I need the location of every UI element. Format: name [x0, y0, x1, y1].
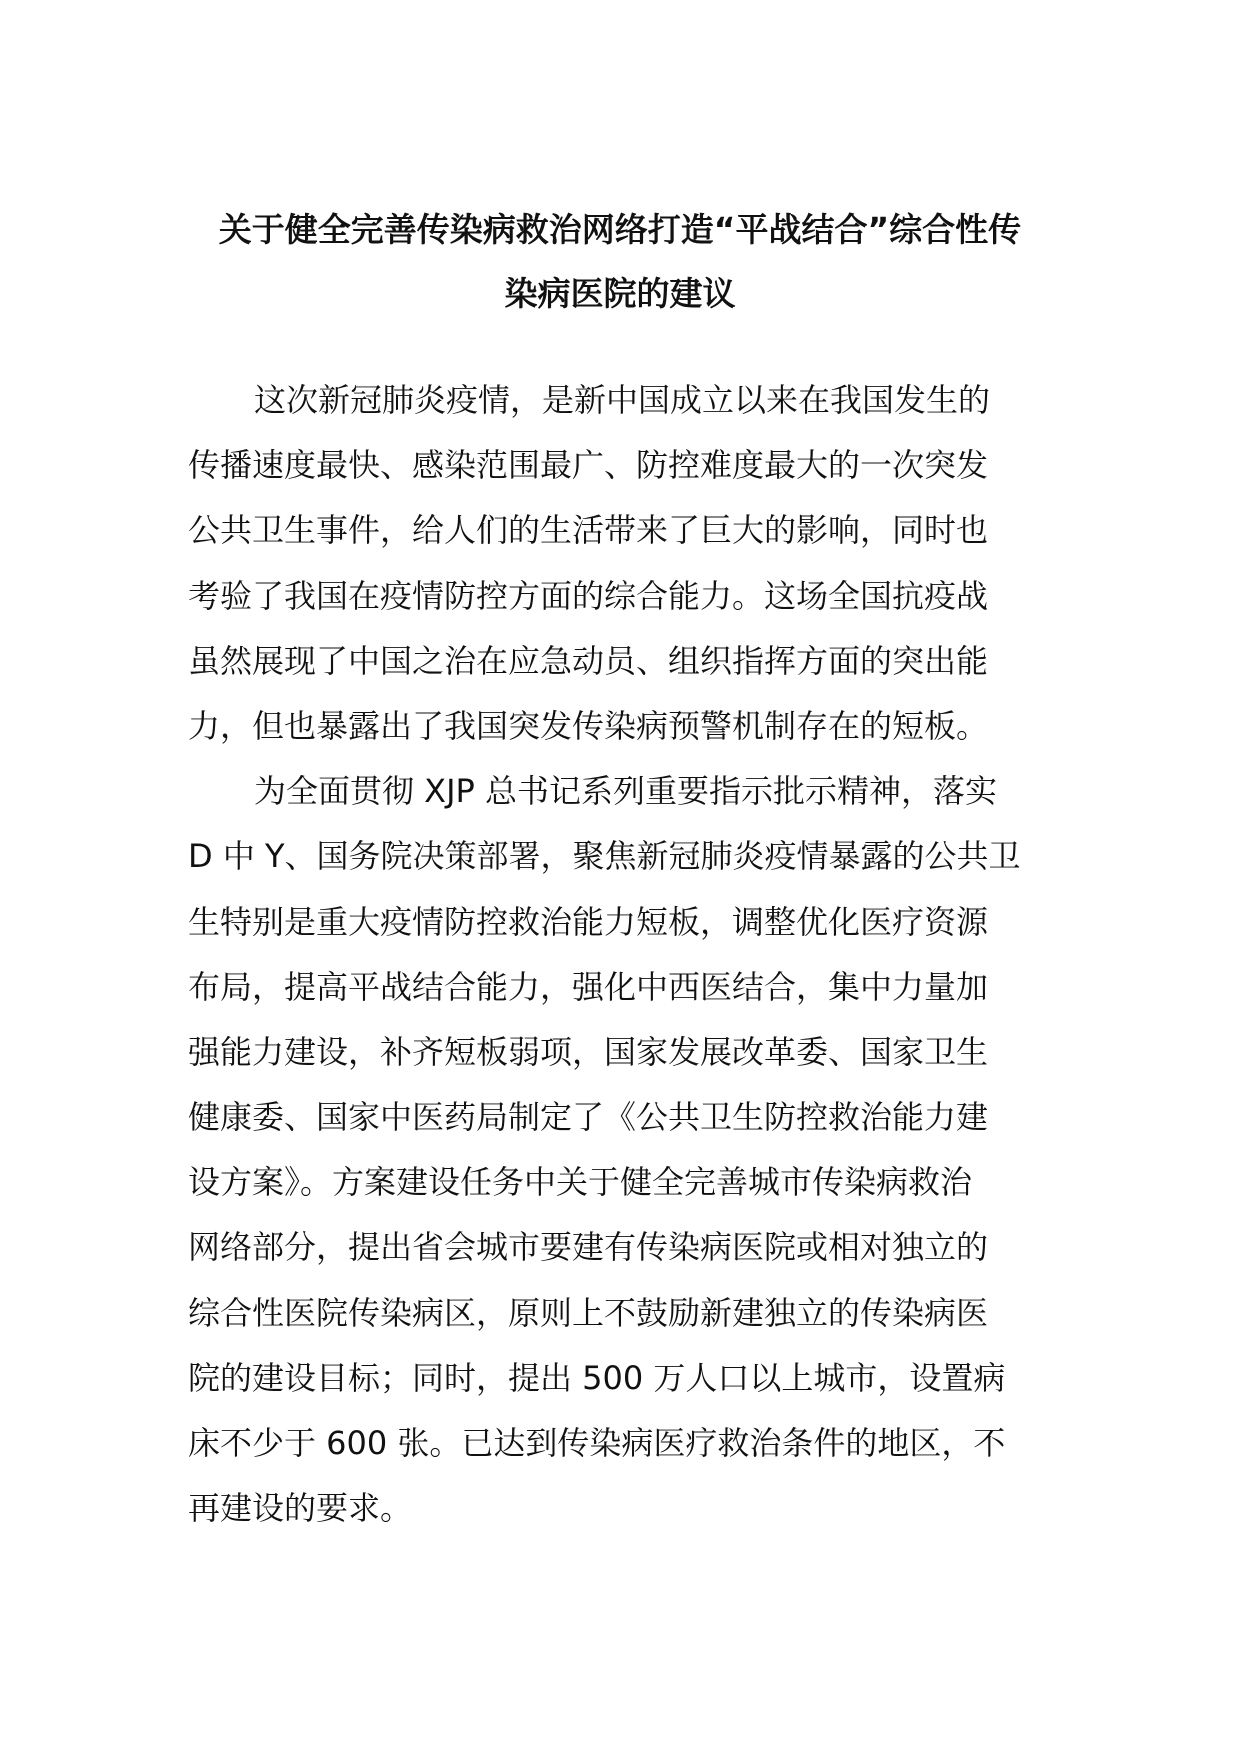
paragraph-2-line-7: 设方案》。方案建设任务中关于健全完善城市传染病救治	[188, 1163, 973, 1202]
paragraph-2	[188, 759, 1068, 1541]
paragraph-1-line-3: 公共卫生事件，给人们的生活带来了巨大的影响，同时也	[188, 511, 989, 550]
paragraph-2-line-11: 床不少于 600 张。已达到传染病医疗救治条件的地区，不	[188, 1424, 1006, 1462]
paragraph-2-line-12: 再建设的要求。	[188, 1489, 413, 1528]
document-title	[190, 198, 1050, 326]
title-line-2: 染病医院的建议	[504, 274, 736, 313]
title-line-1: 关于健全完善传染病救治网络打造“平战结合”综合性传	[218, 210, 1022, 249]
paragraph-2-line-6: 健康委、国家中医药局制定了《公共卫生防控救治能力建	[188, 1098, 989, 1137]
paragraph-1-line-1: 这次新冠肺炎疫情，是新中国成立以来在我国发生的	[254, 381, 991, 419]
paragraph-1-line-5: 虽然展现了中国之治在应急动员、组织指挥方面的突出能	[188, 641, 989, 680]
paragraph-2-line-3: 生特别是重大疫情防控救治能力短板，调整优化医疗资源	[188, 902, 989, 941]
document-body	[188, 368, 1068, 1541]
paragraph-2-line-8: 网络部分，提出省会城市要建有传染病医院或相对独立的	[188, 1228, 989, 1267]
paragraph-2-line-1: 为全面贯彻 XJP 总书记系列重要指示批示精神，落实	[254, 772, 998, 811]
paragraph-2-line-4: 布局，提高平战结合能力，强化中西医结合，集中力量加	[188, 967, 989, 1006]
paragraph-1-line-2: 传播速度最快、感染范围最广、防控难度最大的一次突发	[188, 446, 989, 485]
paragraph-1-line-6: 力，但也暴露出了我国突发传染病预警机制存在的短板。	[188, 706, 989, 745]
paragraph-2-line-10: 院的建设目标；同时，提出 500 万人口以上城市，设置病	[188, 1358, 1006, 1397]
paragraph-2-line-9: 综合性医院传染病区，原则上不鼓励新建独立的传染病医	[188, 1293, 989, 1332]
paragraph-2-line-2: D 中 Y、国务院决策部署，聚焦新冠肺炎疫情暴露的公共卫	[188, 837, 1021, 876]
paragraph-2-line-5: 强能力建设，补齐短板弱项，国家发展改革委、国家卫生	[188, 1032, 989, 1071]
paragraph-1	[188, 368, 1068, 759]
paragraph-1-line-4: 考验了我国在疫情防控方面的综合能力。这场全国抗疫战	[188, 576, 989, 615]
